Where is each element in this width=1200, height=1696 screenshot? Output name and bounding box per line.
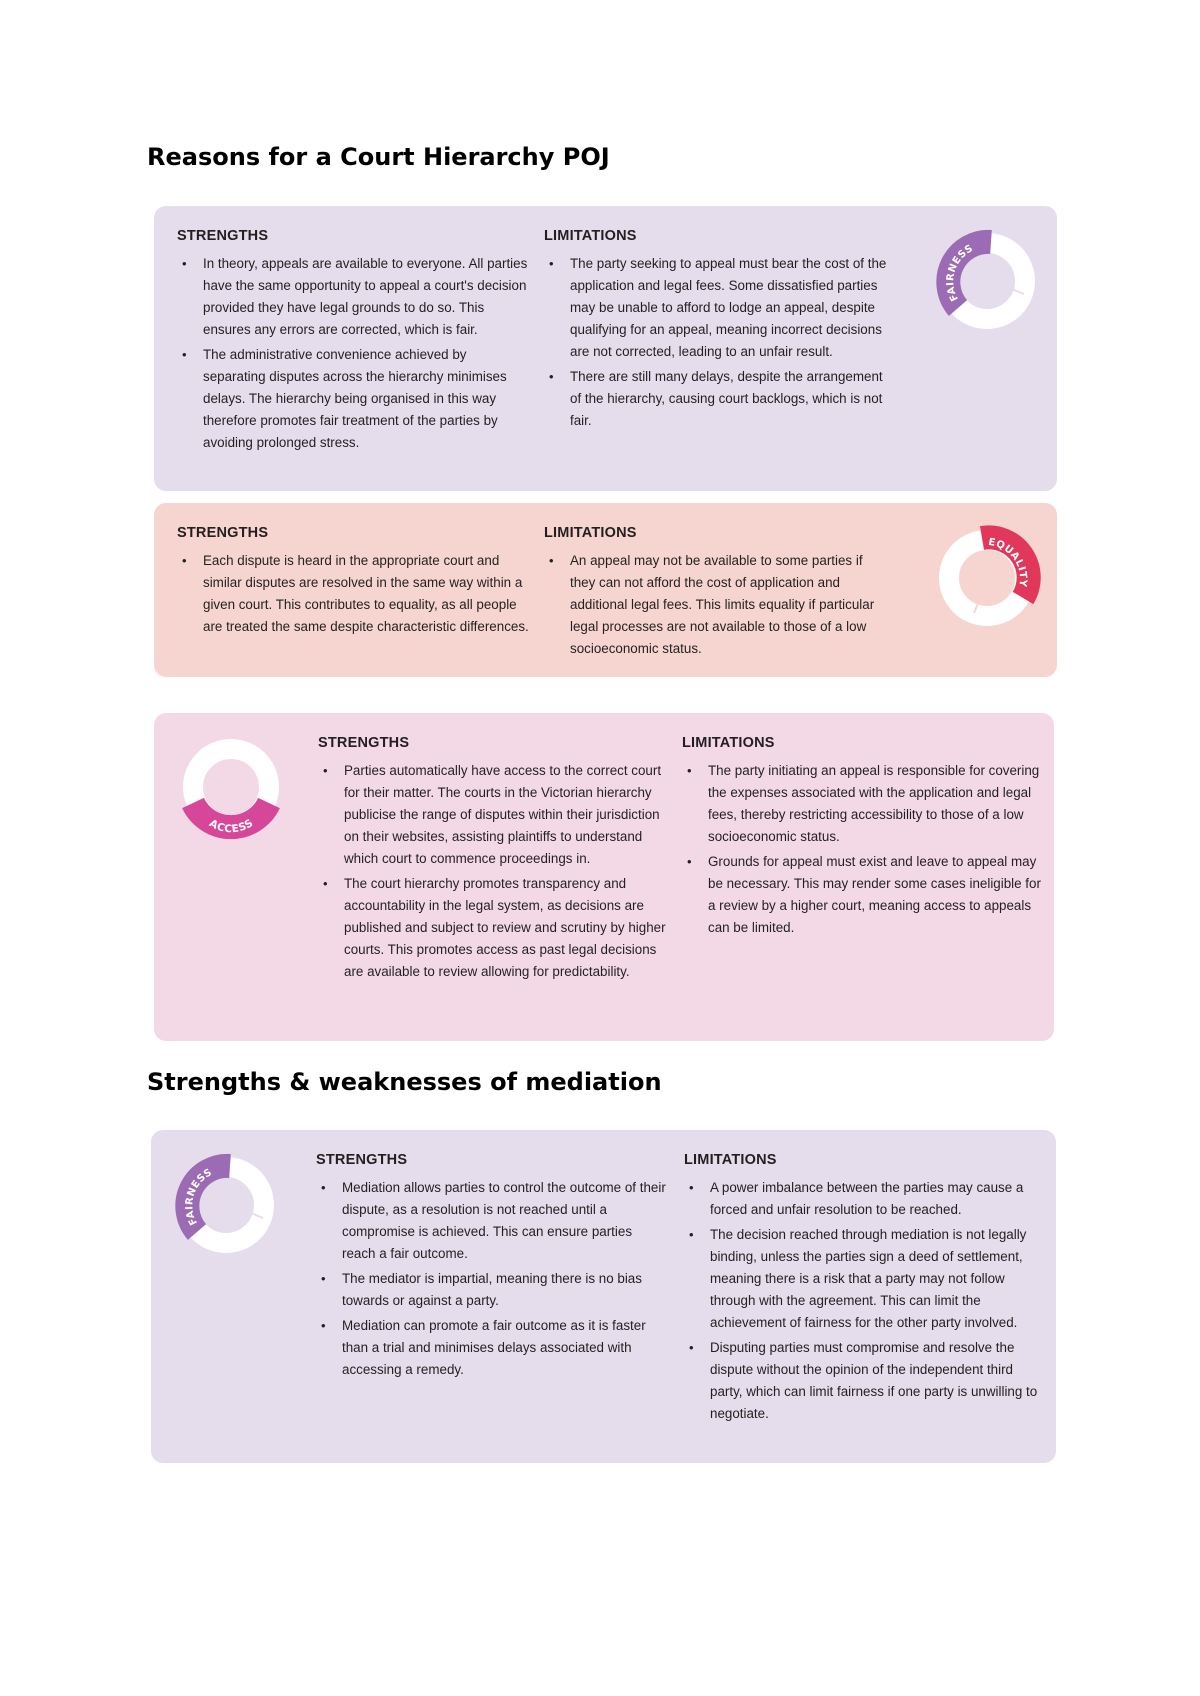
list-item: • There are still many delays, despite the arrangement of the hierarchy, causing court backlogs, which is not fair. [544, 366, 894, 432]
list-item: • The court hierarchy promotes transparency and accountability in the legal system, as decisions are published and subject to review and scrutiny by higher courts. This promotes access as past legal decisions are available to review allowing for predictability. [318, 873, 668, 983]
strengths-list [177, 253, 532, 454]
list-item: • The decision reached through mediation is not legally binding, unless the parties sign a deed of settlement, meaning there is a risk that a party may not follow through with the agreement. This can limit the achievement of fairness for the other party involved. [684, 1224, 1042, 1334]
limitations-list [544, 253, 894, 432]
list-item: • The party seeking to appeal must bear the cost of the application and legal fees. Some dissatisfied parties may be unable to afford to lodge an appeal, despite qualifying for an appeal, meaning incorrect decisions are not corrected, leading to an unfair result. [544, 253, 894, 363]
strengths-title: STRENGTHS [316, 1152, 408, 1168]
strengths-title: STRENGTHS [177, 228, 269, 244]
strengths-list [316, 1177, 668, 1381]
access-badge-icon [176, 737, 286, 847]
limitations-column [544, 228, 894, 435]
list-item: • Grounds for appeal must exist and leave to appeal may be necessary. This may render some cases ineligible for a review by a higher court, meaning access to appeals can be limited. [682, 851, 1042, 939]
strengths-list [177, 550, 532, 638]
panel-fairness-court [154, 206, 1057, 491]
badge-label: ACCESS [207, 816, 256, 836]
list-item: • Disputing parties must compromise and resolve the dispute without the opinion of the independent third party, which can limit fairness if one party is unwilling to negotiate. [684, 1337, 1042, 1425]
strengths-column [177, 228, 532, 457]
limitations-title: LIMITATIONS [682, 735, 775, 751]
strengths-title: STRENGTHS [318, 735, 410, 751]
list-item: • In theory, appeals are available to everyone. All parties have the same opportunity to appeal a court's decision provided they have legal grounds to do so. This ensures any errors are corrected, which is fair. [177, 253, 532, 341]
list-item: • The party initiating an appeal is responsible for covering the expenses associated with the application and legal fees, thereby restricting accessibility to those of a low socioeconomic status. [682, 760, 1042, 848]
list-item: • The mediator is impartial, meaning there is no bias towards or against a party. [316, 1268, 668, 1312]
limitations-title: LIMITATIONS [544, 525, 637, 541]
list-item: • An appeal may not be available to some parties if they can not afford the cost of application and additional legal fees. This limits equality if particular legal processes are not available to those of a low socioeconomic status. [544, 550, 889, 660]
limitations-list [544, 550, 889, 660]
heading-mediation: Strengths & weaknesses of mediation [147, 1068, 662, 1096]
limitations-list [684, 1177, 1042, 1425]
badge-label: FAIRNESS [945, 243, 976, 303]
panel-access-court [154, 713, 1054, 1041]
heading-court-hierarchy: Reasons for a Court Hierarchy POJ [147, 143, 610, 171]
list-item: • Mediation can promote a fair outcome as it is faster than a trial and minimises delays associated with accessing a remedy. [316, 1315, 668, 1381]
panel-fairness-mediation [151, 1130, 1056, 1463]
limitations-list [682, 760, 1042, 939]
strengths-column [316, 1152, 668, 1384]
panel-equality-court [154, 503, 1057, 677]
limitations-column [544, 525, 889, 663]
list-item: • A power imbalance between the parties may cause a forced and unfair resolution to be reached. [684, 1177, 1042, 1221]
list-item: • Each dispute is heard in the appropriate court and similar disputes are resolved in the same way within a given court. This contributes to equality, as all people are treated the same despite characteristic differences. [177, 550, 532, 638]
badge-label: EQUALITY [987, 536, 1029, 588]
list-item: • Mediation allows parties to control the outcome of their dispute, as a resolution is not reached until a compromise is achieved. This can ensure parties reach a fair outcome. [316, 1177, 668, 1265]
fairness-badge-icon [932, 226, 1042, 336]
limitations-column [684, 1152, 1042, 1428]
strengths-column [318, 735, 668, 986]
strengths-list [318, 760, 668, 983]
strengths-column [177, 525, 532, 641]
equality-badge-icon [932, 523, 1042, 633]
limitations-title: LIMITATIONS [544, 228, 637, 244]
list-item: • Parties automatically have access to the correct court for their matter. The courts in the Victorian hierarchy publicise the range of disputes within their jurisdiction on their websites, assisting plaintiffs to understand which court to commence proceedings in. [318, 760, 668, 870]
limitations-column [682, 735, 1042, 942]
list-item: • The administrative convenience achieved by separating disputes across the hierarchy minimises delays. The hierarchy being organised in this way therefore promotes fair treatment of the parties by avoiding prolonged stress. [177, 344, 532, 454]
strengths-title: STRENGTHS [177, 525, 269, 541]
limitations-title: LIMITATIONS [684, 1152, 777, 1168]
fairness-badge-icon [171, 1150, 281, 1260]
badge-label: FAIRNESS [184, 1167, 215, 1227]
